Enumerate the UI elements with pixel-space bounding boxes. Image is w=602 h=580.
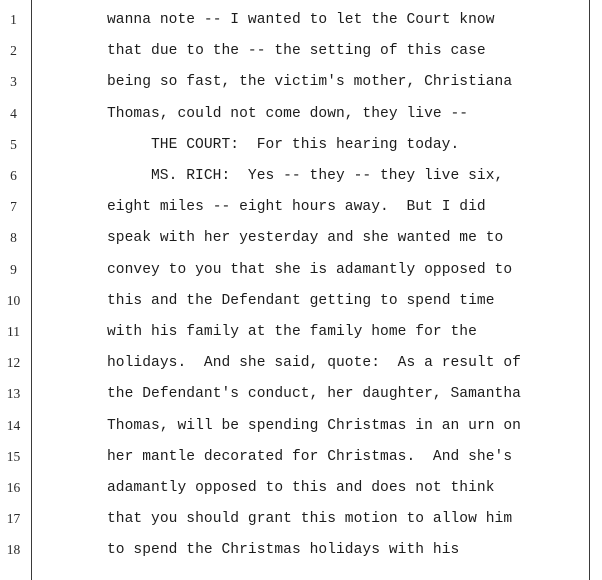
transcript-line <box>0 197 602 228</box>
line-text: Thomas, will be spending Christmas in an urn on <box>107 417 521 434</box>
transcript-line <box>0 228 602 259</box>
line-number: 8 <box>10 230 17 246</box>
line-number: 10 <box>6 292 21 308</box>
line-number: 17 <box>6 511 21 527</box>
line-number: 18 <box>6 542 21 558</box>
transcript-line <box>0 291 602 322</box>
transcript-line <box>0 540 602 571</box>
transcript-line <box>0 322 602 353</box>
line-text: her mantle decorated for Christmas. And she's <box>107 448 513 465</box>
line-number: 1 <box>10 12 17 27</box>
line-number: 11 <box>7 324 20 339</box>
line-text: that due to the -- the setting of this case <box>107 43 486 60</box>
line-text: to spend the Christmas holidays with his <box>107 542 460 559</box>
transcript-line <box>0 41 602 72</box>
transcript-line <box>0 135 602 166</box>
line-number: 6 <box>10 168 17 183</box>
line-number: 16 <box>6 480 21 495</box>
line-text: eight miles -- eight hours away. But I did <box>107 199 486 216</box>
line-text: that you should grant this motion to allow him <box>107 511 513 528</box>
line-text: MS. RICH: Yes -- they -- they live six, <box>151 168 504 184</box>
line-text: the Defendant's conduct, her daughter, Samantha <box>107 386 521 403</box>
transcript-line <box>0 10 602 41</box>
transcript-line <box>0 384 602 415</box>
transcript-line <box>0 104 602 135</box>
line-text: with his family at the family home for the <box>107 324 477 340</box>
line-number: 13 <box>6 386 21 402</box>
transcript-line <box>0 509 602 540</box>
transcript-line <box>0 260 602 291</box>
transcript-line <box>0 166 602 197</box>
line-text: being so fast, the victim's mother, Christiana <box>107 74 513 91</box>
line-number: 3 <box>10 74 17 90</box>
line-text: this and the Defendant getting to spend time <box>107 292 495 309</box>
line-text: Thomas, could not come down, they live -- <box>107 105 469 122</box>
line-text: speak with her yesterday and she wanted me to <box>107 230 504 247</box>
line-text: adamantly opposed to this and does not think <box>107 480 495 496</box>
line-number: 7 <box>10 199 17 215</box>
transcript-line <box>0 72 602 103</box>
transcript-line <box>0 478 602 509</box>
transcript-line <box>0 447 602 478</box>
line-number: 5 <box>10 136 17 152</box>
line-text: THE COURT: For this hearing today. <box>151 136 460 153</box>
line-text: convey to you that she is adamantly opposed to <box>107 261 513 278</box>
line-text: wanna note -- I wanted to let the Court know <box>107 12 495 28</box>
line-number: 12 <box>6 355 21 371</box>
line-number: 9 <box>10 261 17 277</box>
line-text: holidays. And she said, quote: As a result of <box>107 355 521 372</box>
line-number: 4 <box>10 105 17 121</box>
line-number: 2 <box>10 43 17 59</box>
line-number: 15 <box>6 448 21 464</box>
transcript-line <box>0 353 602 384</box>
line-number: 14 <box>6 417 21 433</box>
transcript-line <box>0 416 602 447</box>
